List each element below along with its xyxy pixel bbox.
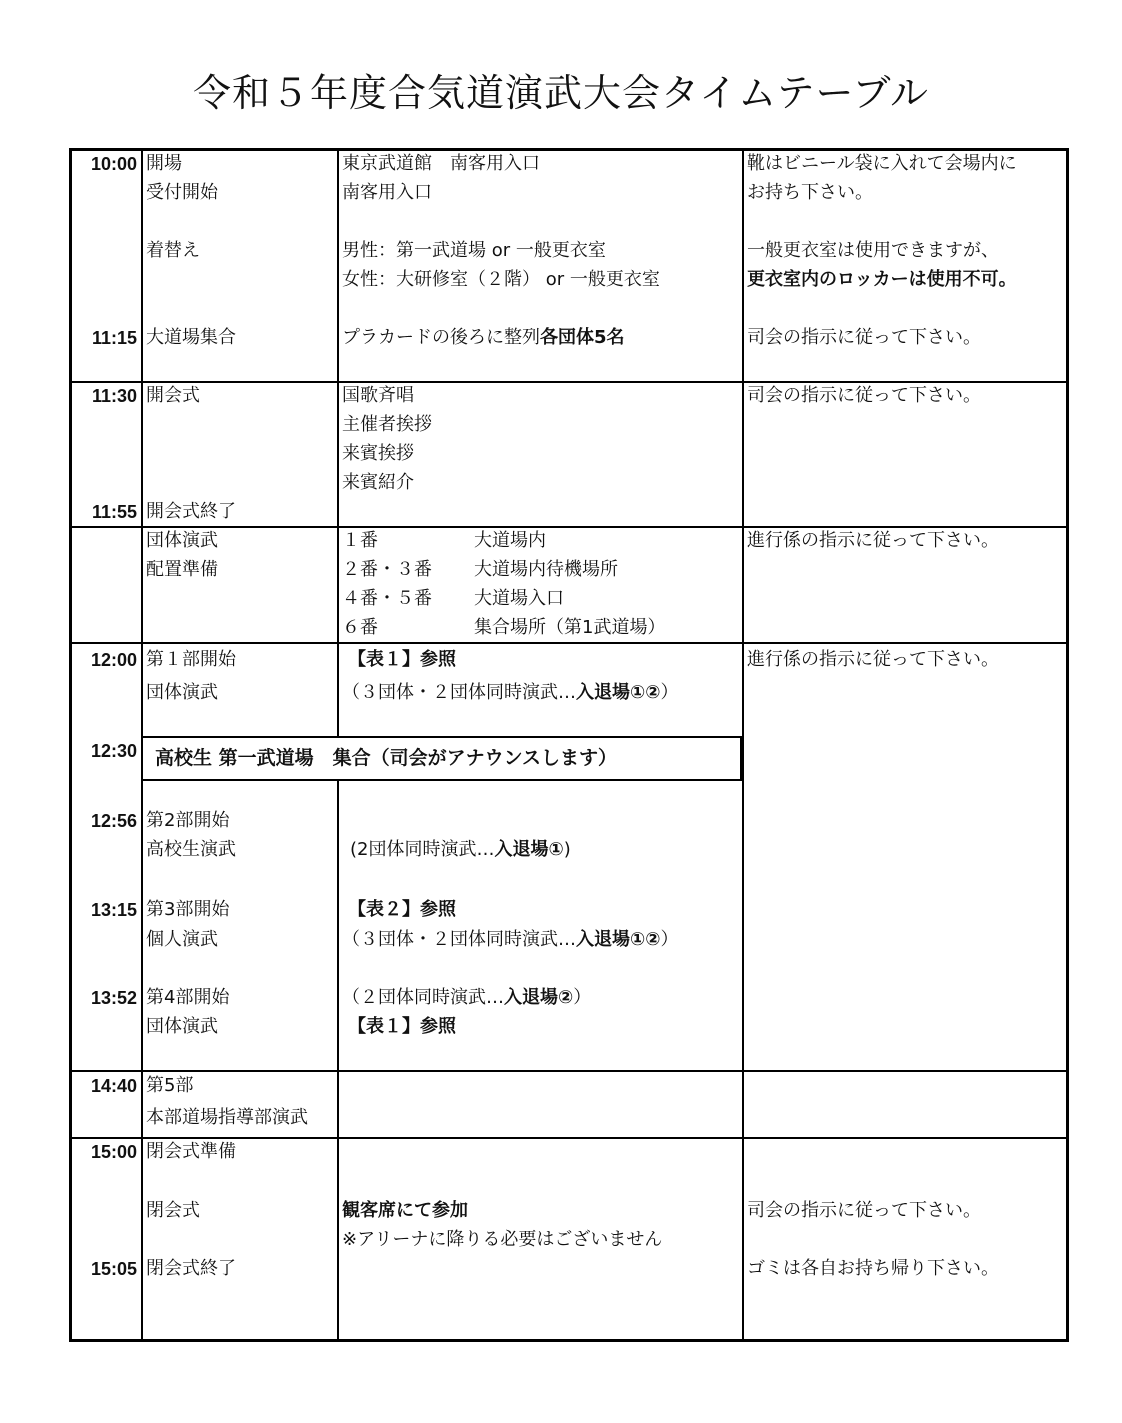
detail-bold-text: 入退場① bbox=[494, 839, 564, 860]
time-cell: 14:40 bbox=[90, 1076, 137, 1096]
note-cell: 司会の指示に従って下さい。 bbox=[747, 327, 981, 348]
event-cell: 高校生演武 bbox=[146, 839, 236, 860]
note-cell: 一般更衣室は使用できますが、 bbox=[747, 240, 999, 261]
time-cell: 11:55 bbox=[91, 502, 137, 522]
event-cell: 閉会式準備 bbox=[146, 1141, 236, 1162]
detail-bold-text: 入退場①② bbox=[576, 929, 661, 950]
event-cell: 第4部開始 bbox=[146, 987, 230, 1008]
time-cell: 12:56 bbox=[90, 811, 137, 831]
detail-cell: 女性：大研修室（２階） or 一般更衣室 bbox=[342, 269, 660, 290]
row-divider bbox=[71, 381, 1067, 383]
event-cell: 第3部開始 bbox=[146, 899, 230, 920]
time-cell: 12:30 bbox=[90, 741, 137, 761]
note-cell: 進行係の指示に従って下さい。 bbox=[747, 530, 999, 551]
detail-text: （３団体・２団体同時演武… bbox=[342, 929, 576, 950]
row-divider bbox=[71, 642, 1067, 644]
time-cell: 13:52 bbox=[90, 988, 137, 1008]
detail-cell bbox=[342, 327, 625, 349]
detail-cell: 国歌斉唱 bbox=[342, 385, 414, 406]
detail-cell: 【表１】参照 bbox=[348, 649, 456, 670]
detail-text: ) bbox=[563, 839, 571, 860]
event-cell: 開会式終了 bbox=[146, 501, 236, 522]
detail-text: ） bbox=[660, 929, 679, 950]
column-divider-detail bbox=[742, 150, 744, 1340]
time-cell: 13:15 bbox=[90, 900, 137, 920]
note-cell: 進行係の指示に従って下さい。 bbox=[747, 649, 999, 670]
detail-text: （３団体・２団体同時演武… bbox=[342, 682, 576, 703]
notice-banner bbox=[141, 736, 742, 781]
detail-text: ） bbox=[660, 682, 679, 703]
detail-text: プラカードの後ろに整列 bbox=[342, 327, 540, 348]
event-cell: 閉会式 bbox=[146, 1200, 200, 1221]
detail-cell: ※アリーナに降りる必要はございません bbox=[342, 1229, 663, 1250]
event-cell: 個人演武 bbox=[146, 929, 218, 950]
event-cell: 閉会式終了 bbox=[146, 1258, 236, 1279]
page-title: 令和５年度合気道演武大会タイムテーブル bbox=[192, 71, 930, 115]
note-cell: 更衣室内のロッカーは使用不可。 bbox=[747, 269, 1017, 290]
detail-cell: 東京武道館 南客用入口 bbox=[342, 153, 540, 174]
detail-bold-text: 入退場② bbox=[504, 987, 574, 1008]
notice-banner-text: 高校生 第一武道場 集合（司会がアナウンスします） bbox=[155, 747, 618, 769]
time-cell: 12:00 bbox=[90, 650, 137, 670]
time-cell: 10:00 bbox=[90, 154, 137, 174]
order-place: 集合場所（第1武道場） bbox=[474, 617, 666, 638]
event-cell: 団体演武 bbox=[146, 1016, 218, 1037]
order-number: ４番・５番 bbox=[342, 588, 432, 609]
detail-bold-text: 入退場①② bbox=[576, 682, 661, 703]
time-cell: 11:15 bbox=[91, 328, 137, 348]
order-number: ２番・３番 bbox=[342, 559, 432, 580]
detail-cell: 南客用入口 bbox=[342, 182, 432, 203]
note-cell: お持ち下さい。 bbox=[747, 182, 873, 203]
row-divider bbox=[71, 1070, 1067, 1072]
event-cell: 受付開始 bbox=[146, 182, 218, 203]
detail-cell bbox=[342, 929, 678, 951]
detail-cell: 【表２】参照 bbox=[348, 899, 456, 920]
event-cell: 配置準備 bbox=[146, 559, 218, 580]
note-cell: 靴はビニール袋に入れて会場内に bbox=[747, 153, 1017, 174]
event-cell: 本部道場指導部演武 bbox=[146, 1107, 308, 1128]
time-cell: 15:05 bbox=[90, 1259, 137, 1279]
detail-cell: 観客席にて参加 bbox=[342, 1200, 468, 1221]
detail-bold-text: 各団体5名 bbox=[540, 327, 625, 348]
time-cell: 15:00 bbox=[90, 1142, 137, 1162]
event-cell: 着替え bbox=[146, 240, 200, 261]
detail-cell bbox=[350, 839, 571, 861]
note-cell: 司会の指示に従って下さい。 bbox=[747, 1200, 981, 1221]
event-cell: 大道場集合 bbox=[146, 327, 236, 348]
detail-cell bbox=[342, 987, 591, 1009]
detail-cell: 来賓挨拶 bbox=[342, 443, 414, 464]
order-place: 大道場内 bbox=[474, 530, 546, 551]
detail-cell bbox=[342, 682, 678, 704]
event-cell: 第１部開始 bbox=[146, 649, 236, 670]
detail-cell: 【表１】参照 bbox=[348, 1016, 456, 1037]
detail-cell: 主催者挨拶 bbox=[342, 414, 432, 435]
detail-cell: 来賓紹介 bbox=[342, 472, 414, 493]
note-cell: ゴミは各自お持ち帰り下さい。 bbox=[747, 1258, 999, 1279]
event-cell: 開会式 bbox=[146, 385, 200, 406]
order-number: １番 bbox=[342, 530, 378, 551]
row-divider bbox=[71, 526, 1067, 528]
event-cell: 団体演武 bbox=[146, 682, 218, 703]
event-cell: 第5部 bbox=[146, 1075, 194, 1096]
event-cell: 第2部開始 bbox=[146, 810, 230, 831]
detail-text: （２団体同時演武… bbox=[342, 987, 504, 1008]
detail-text: ） bbox=[573, 987, 592, 1008]
order-number: ６番 bbox=[342, 617, 378, 638]
order-place: 大道場入口 bbox=[474, 588, 564, 609]
time-cell: 11:30 bbox=[91, 386, 137, 406]
detail-text: (2団体同時演武… bbox=[350, 839, 495, 860]
order-place: 大道場内待機場所 bbox=[474, 559, 618, 580]
event-cell: 団体演武 bbox=[146, 530, 218, 551]
note-cell: 司会の指示に従って下さい。 bbox=[747, 385, 981, 406]
row-divider bbox=[71, 1137, 1067, 1139]
detail-cell: 男性：第一武道場 or 一般更衣室 bbox=[342, 240, 606, 261]
event-cell: 開場 bbox=[146, 153, 182, 174]
